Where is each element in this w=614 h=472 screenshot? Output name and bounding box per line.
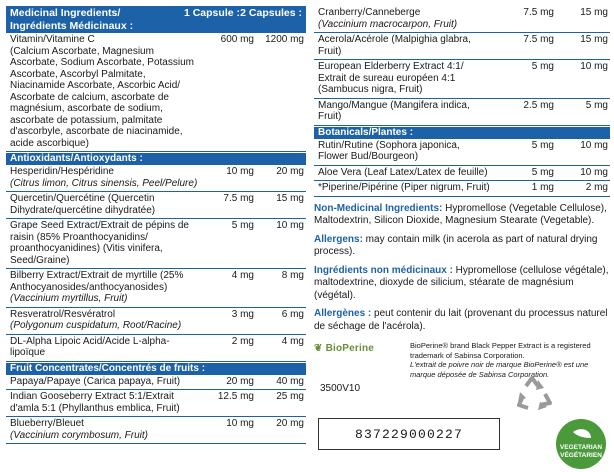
- dose-1-capsule: 5 mg: [531, 166, 554, 178]
- ingredient-row: [314, 6, 610, 33]
- ingredient-source: (Vaccinium myrtillus, Fruit): [10, 293, 128, 304]
- dose-1-capsule: 3 mg: [231, 308, 254, 320]
- ingredient-name: Indian Gooseberry Extract 5:1/Extrait d'amla 5:1 (Phyllanthus emblica, Fruit): [10, 391, 180, 414]
- dose-2-capsules: 8 mg: [281, 270, 304, 281]
- ingredient-row: [6, 165, 306, 192]
- dose-1-capsule: 10 mg: [226, 166, 254, 177]
- ingredient-row: [314, 60, 610, 99]
- ingredient-name: Papaya/Papaye (Carica papaya, Fruit): [10, 375, 181, 387]
- dose-2-capsules: 20 mg: [276, 418, 304, 429]
- ingredient-row: [314, 99, 610, 126]
- ingredient-row: [6, 335, 306, 362]
- dose-2-capsules: 25 mg: [276, 391, 304, 402]
- ingredient-name: Resveratrol/Resvératrol: [10, 308, 116, 320]
- section-antioxidants: Antioxidants/Antioxydants :: [6, 153, 306, 165]
- ingredient-name: Aloe Vera (Leaf Latex/Latex de feuille): [318, 166, 488, 178]
- dose-2-capsules: 10 mg: [580, 139, 608, 151]
- nonmed-ingredients: Non-Medicinal Ingredients: Hypromellose (Vegetable Cellulose), Maltodextrin, Silicon Dioxide, Magnesium Stearate (Vegetable).: [314, 202, 607, 226]
- left-column: [6, 6, 306, 444]
- ingredient-name: Bilberry Extract/Extrait de myrtille (25% Anthocyanosides/anthocyanosides): [10, 270, 184, 293]
- dose-1-capsule: 2.5 mg: [523, 99, 554, 111]
- fruit-rows-continued: [314, 6, 610, 126]
- dose-1-capsule: 5 mg: [231, 220, 254, 231]
- dose-2-capsules: 6 mg: [281, 308, 304, 320]
- antioxidant-rows: [6, 165, 306, 362]
- veg-line1: VEGETARIAN: [559, 444, 603, 451]
- allergens: Allergens: may contain milk (in acerola as part of natural drying process).: [314, 233, 598, 257]
- right-column: [314, 6, 610, 379]
- ingredient-source: (Polygonum cuspidatum, Root/Racine): [10, 320, 182, 331]
- dose-1-capsule: 5 mg: [531, 139, 554, 151]
- dose-1-capsule: 600 mg: [220, 34, 254, 45]
- header-col1: 1 Capsule :: [183, 7, 240, 19]
- dose-2-capsules: 2 mg: [585, 182, 608, 193]
- dose-1-capsule: 1 mg: [531, 182, 554, 193]
- dose-1-capsule: 12.5 mg: [217, 391, 254, 402]
- ingredient-row: [6, 375, 306, 391]
- ingredient-row: [6, 390, 306, 417]
- dose-2-capsules: 15 mg: [580, 7, 608, 18]
- dose-2-capsules: 1200 mg: [265, 34, 304, 45]
- dose-2-capsules: 10 mg: [276, 220, 304, 231]
- dose-1-capsule: 5 mg: [531, 61, 554, 72]
- dose-1-capsule: 2 mg: [231, 335, 254, 347]
- dose-1-capsule: 20 mg: [226, 375, 254, 387]
- ingredient-source: (Calcium Ascorbate, Magnesium Ascorbate, Sodium Ascorbate, Potassium Ascorbate, Ascorbyl Palmitate, Niacinamide Ascorbate, Ascorbic Acid/ Ascorbate de calcium, ascorbate de magnésium, ascorbate de sodium, ascorbate de potassium, palmitate d'ascorbyle, ascorbate de niacinamide, acide ascorbique): [10, 45, 194, 149]
- veg-line2: VÉGÉTARIEN: [560, 452, 602, 459]
- ingredient-row: [314, 181, 610, 197]
- ingredient-source: (Vaccinium corymbosum, Fruit): [10, 429, 148, 441]
- vegetarian-badge: [555, 418, 607, 470]
- nonmed-ingredients-fr: Ingrédients non médicinaux : Hypromellose (cellulose végétale), maltodextrine, dioxyde de silicium, stéarate de magnésium (végétal).: [314, 264, 609, 301]
- dose-1-capsule: 7.5 mg: [223, 193, 254, 204]
- allergens-fr: Allergènes : peut contenir du lait (provenant du processus naturel de séchage de l'acérola).: [314, 308, 608, 332]
- ingredient-name: Vitamin/Vitamine C: [10, 34, 95, 45]
- ingredient-row: [314, 139, 610, 166]
- dose-2-capsules: 10 mg: [580, 166, 608, 178]
- ingredient-source: (Citrus limon, Citrus sinensis, Peel/Pelure): [10, 177, 198, 189]
- ingredient-name: Acerola/Acérole (Malpighia glabra, Fruit): [318, 34, 471, 57]
- section-fruit: Fruit Concentrates/Concentrés de fruits :: [6, 363, 306, 375]
- vitamin-rows: [6, 33, 306, 152]
- header-name: Medicinal Ingredients/: [10, 7, 121, 19]
- ingredient-row: [6, 308, 306, 335]
- bioperine-block: [314, 341, 610, 379]
- leaf-icon: ❦: [314, 343, 326, 354]
- ingredient-row: [6, 417, 306, 444]
- dose-1-capsule: 10 mg: [226, 418, 254, 429]
- ingredient-row: [314, 33, 610, 60]
- dose-2-capsules: 15 mg: [580, 34, 608, 45]
- dose-2-capsules: 40 mg: [276, 375, 304, 387]
- dose-2-capsules: 5 mg: [585, 99, 608, 111]
- dose-2-capsules: 20 mg: [276, 166, 304, 177]
- ingredient-row: [6, 219, 306, 269]
- ingredient-name: *Piperine/Pipérine (Piper nigrum, Fruit): [318, 182, 490, 193]
- ingredient-row: [314, 166, 610, 182]
- bioperine-logo: ❦ BioPerine: [314, 343, 375, 354]
- botanical-rows: [314, 139, 610, 197]
- ingredient-row: [6, 269, 306, 308]
- recycle-icon: [512, 372, 556, 416]
- ingredient-name: Quercetin/Quercétine (Quercetin Dihydrate/quercétine dihydratée): [10, 193, 156, 216]
- product-code: 3500V10: [320, 383, 361, 394]
- bioperine-text-en: BioPerine® brand Black Pepper Extract is a registered trademark of Sabinsa Corporation.: [410, 341, 591, 360]
- fruit-rows: [6, 375, 306, 445]
- ingredient-row: [6, 192, 306, 219]
- section-botanicals: Botanicals/Plantes :: [314, 127, 610, 139]
- ingredient-name: Cranberry/Canneberge: [318, 7, 421, 18]
- ingredient-name: Grape Seed Extract/Extrait de pépins de raisin (85% Proanthocyanidins/ proanthocyanidines) (Vitis vinifera, Seed/Graine): [10, 220, 189, 266]
- ingredient-name: European Elderberry Extract 4:1/ Extrait de sureau européen 4:1 (Sambucus nigra, Fruit): [318, 61, 464, 95]
- dose-2-capsules: 15 mg: [276, 193, 304, 204]
- ingredient-name: Hesperidin/Hespéridine: [10, 166, 114, 177]
- dose-1-capsule: 7.5 mg: [523, 34, 554, 45]
- header-name-fr: Ingrédients Médicinaux :: [10, 19, 134, 32]
- header-col2: 2 Capsules :: [240, 7, 302, 19]
- table-header: [6, 6, 306, 33]
- dose-2-capsules: 10 mg: [580, 61, 608, 72]
- ingredient-name: DL-Alpha Lipoic Acid/Acide L-alpha-lipoïque: [10, 335, 170, 358]
- ingredient-name: Rutin/Rutine (Sophora japonica, Flower Bud/Bourgeon): [318, 139, 460, 162]
- dose-1-capsule: 7.5 mg: [523, 7, 554, 18]
- barcode: 837229000227: [318, 418, 500, 450]
- ingredient-name: Blueberry/Bleuet: [10, 418, 84, 429]
- dose-1-capsule: 4 mg: [231, 270, 254, 281]
- ingredient-row: [6, 33, 306, 152]
- ingredient-name: Mango/Mangue (Mangifera indica, Fruit): [318, 99, 470, 122]
- bioperine-text-fr: L'extrait de poivre noir de marque BioPerine® est une marque déposée de Sabinsa Corporation.: [410, 360, 589, 379]
- ingredient-source: (Vaccinium macrocarpon, Fruit): [318, 18, 458, 30]
- dose-2-capsules: 4 mg: [281, 335, 304, 347]
